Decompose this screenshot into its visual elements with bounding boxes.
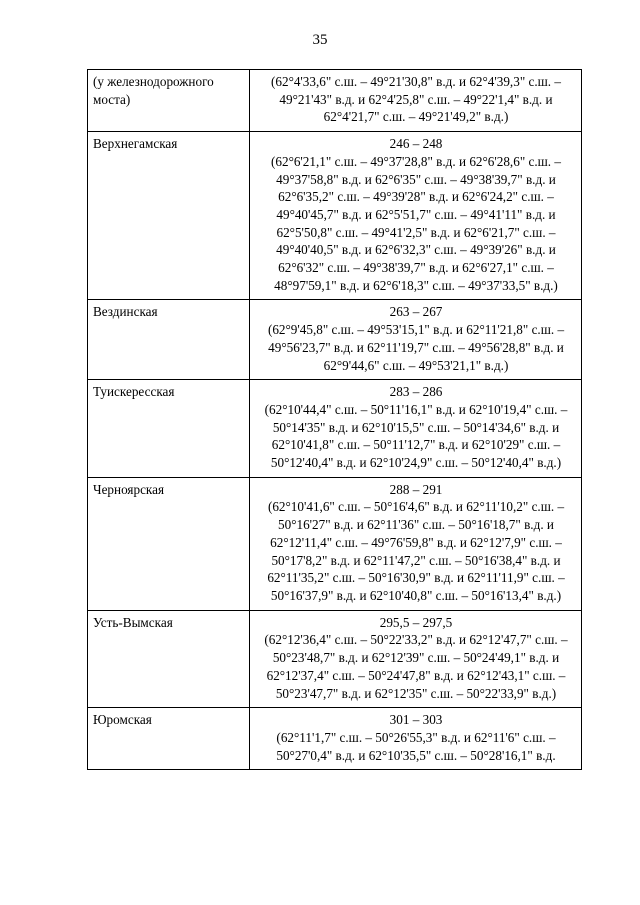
table-row	[88, 380, 582, 478]
table-row	[88, 610, 582, 708]
km-range: 283 – 286	[389, 384, 443, 400]
coordinates-cell	[250, 477, 582, 610]
coordinates-text: (62°11'1,7" с.ш. – 50°26'55,3" в.д. и 62°11'6" с.ш. – 50°27'0,4" в.д. и 62°10'35,5" с.ш. – 50°28'16,1" в.д.	[276, 729, 556, 763]
coordinates-cell	[250, 380, 582, 478]
location-name: Черноярская	[88, 477, 250, 610]
location-name: Верхнегамская	[88, 132, 250, 300]
location-name: (у железнодорожного моста)	[88, 70, 250, 132]
km-range: 288 – 291	[389, 481, 443, 497]
km-range: 246 – 248	[389, 136, 443, 152]
coordinates-text: (62°6'21,1" с.ш. – 49°37'28,8" в.д. и 62°6'28,6" с.ш. – 49°37'58,8" в.д. и 62°6'35" с.ш. – 49°38'39,7" в.д. и 62°6'35,2" с.ш. – 49°39'28" в.д. и 62°6'24,2" с.ш. – 49°40'45,7" в.д. и 62°5'51,7" с.ш. – 49°41'11" в.д. и 62°5'50,8" с.ш. – 49°41'2,5" в.д. и 62°6'21,7" с.ш. – 49°40'40,5" в.д. и 62°6'32,3" с.ш. – 49°39'26" в.д. и 62°6'32" с.ш. – 49°38'39,7" в.д. и 62°6'27,1" с.ш. – 48°97'59,1" в.д. и 62°6'18,3" с.ш. – 49°37'33,5" в.д.)	[270, 153, 561, 293]
location-name: Туискересская	[88, 380, 250, 478]
coordinates-cell	[250, 300, 582, 380]
coordinates-cell	[250, 610, 582, 708]
table-row	[88, 477, 582, 610]
coordinates-cell	[250, 132, 582, 300]
coordinates-text: (62°10'44,4" с.ш. – 50°11'16,1" в.д. и 62°10'19,4" с.ш. – 50°14'35" в.д. и 62°10'15,5" с.ш. – 50°14'34,6" в.д. и 62°10'41,8" с.ш. – 50°11'12,7" в.д. и 62°10'29" с.ш. – 50°12'40,4" в.д. и 62°10'24,9" с.ш. – 50°12'40,4" в.д.)	[264, 401, 568, 471]
coordinates-text: (62°12'36,4" с.ш. – 50°22'33,2" в.д. и 62°12'47,7" с.ш. – 50°23'48,7" в.д. и 62°12'39" с.ш. – 50°24'49,1" в.д. и 62°12'37,4" с.ш. – 50°24'47,8" в.д. и 62°12'43,1" с.ш. – 50°23'47,7" в.д. и 62°12'35" с.ш. – 50°22'33,9" в.д.)	[264, 632, 568, 701]
table-row	[88, 70, 582, 132]
coordinates-cell	[250, 70, 582, 132]
coordinates-text: (62°9'45,8" с.ш. – 49°53'15,1" в.д. и 62°11'21,8" с.ш. – 49°56'23,7" в.д. и 62°11'19,7" с.ш. – 49°56'28,8" в.д. и 62°9'44,6" с.ш. – 49°53'21,1" в.д.)	[267, 322, 565, 373]
location-name: Вездинская	[88, 300, 250, 380]
coordinates-text: (62°4'33,6" с.ш. – 49°21'30,8" в.д. и 62°4'39,3" с.ш. – 49°21'43" в.д. и 62°4'25,8" с.ш. – 49°22'1,4" в.д. и 62°4'21,7" с.ш. – 49°21'49,2" в.д.)	[270, 74, 561, 125]
page-number: 35	[312, 32, 328, 48]
coordinates-text: (62°10'41,6" с.ш. – 50°16'4,6" в.д. и 62°11'10,2" с.ш. – 50°16'27" в.д. и 62°11'36" с.ш. – 50°16'18,7" в.д. и 62°12'11,4" с.ш. – 49°76'59,8" в.д. и 62°12'7,9" с.ш. – 50°17'8,2" в.д. и 62°11'47,2" с.ш. – 50°16'38,4" в.д. и 62°11'35,2" с.ш. – 50°16'30,9" в.д. и 62°11'11,9" с.ш. – 50°16'37,9" в.д. и 62°10'40,8" с.ш. – 50°16'13,4" в.д.)	[267, 499, 565, 603]
location-name: Усть-Вымская	[88, 610, 250, 708]
locations-table	[87, 69, 582, 770]
table-row	[88, 708, 582, 770]
table-row	[88, 132, 582, 300]
coordinates-cell	[250, 708, 582, 770]
km-range: 263 – 267	[389, 304, 443, 320]
table-row	[88, 300, 582, 380]
location-name: Юромская	[88, 708, 250, 770]
km-range: 301 – 303	[389, 712, 443, 728]
km-range: 295,5 – 297,5	[379, 614, 453, 630]
